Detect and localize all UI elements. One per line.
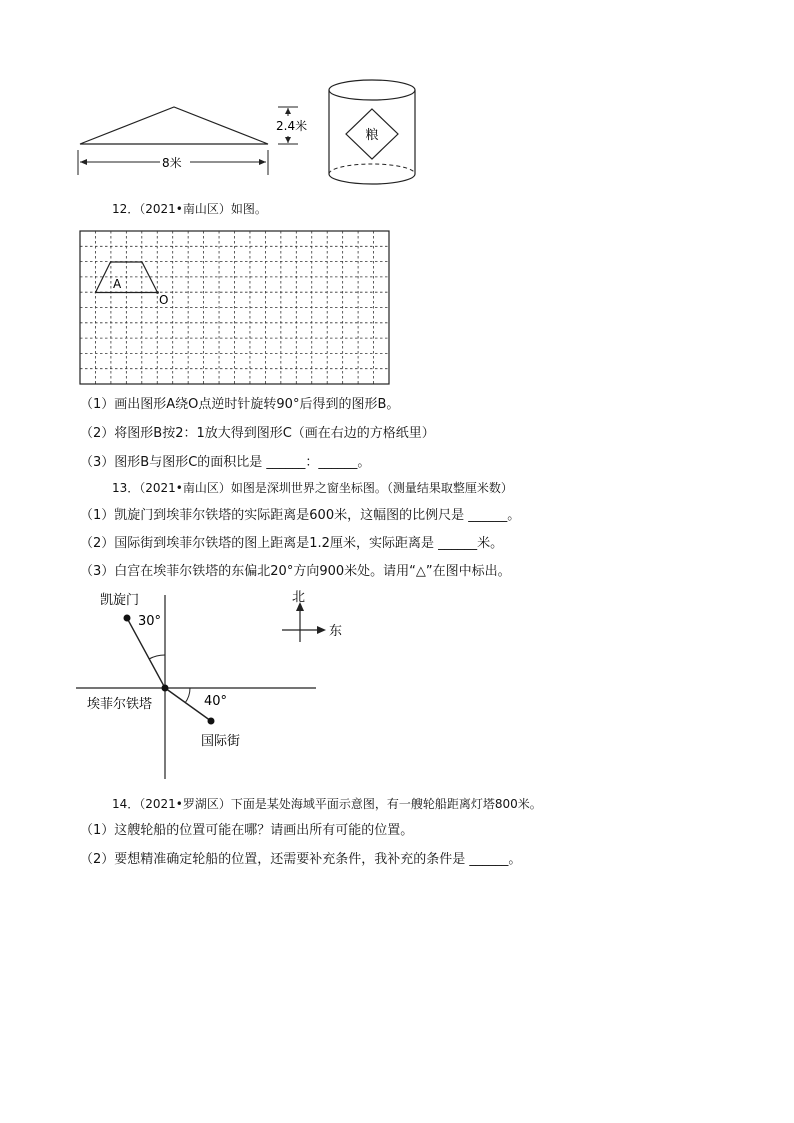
label-international-street: 国际街 — [201, 734, 241, 749]
q13-header: 13．（2021•南山区）如图是深圳世界之窗坐标图。（测量结果取整厘米数） — [112, 481, 513, 495]
label-eiffel-tower: 埃菲尔铁塔 — [87, 697, 153, 712]
q12-header: 12．（2021•南山区）如图。 — [112, 202, 267, 216]
q12-part-1: （1）画出图形A绕O点逆时针旋转90°后得到的图形B。 — [80, 397, 400, 412]
compass-north-label: 北 — [292, 590, 306, 605]
angle-arc-40 — [185, 688, 190, 703]
height-label: 2.4米 — [276, 119, 308, 133]
q14-part-2: （2）要想精准确定轮船的位置，还需要补充条件，我补充的条件是 ______。 — [80, 852, 522, 867]
compass-icon — [282, 602, 326, 642]
label-angle-40: 40° — [204, 694, 228, 709]
q14-part-1: （1）这艘轮船的位置可能在哪？请画出所有可能的位置。 — [80, 823, 414, 838]
compass-east-label: 东 — [329, 624, 343, 639]
point-eiffel-tower — [162, 685, 169, 692]
q13-part-2: （2）国际街到埃菲尔铁塔的图上距离是1.2厘米，实际距离是 ______米。 — [80, 536, 504, 551]
point-international-street — [208, 718, 215, 725]
grain-barrel-figure — [326, 76, 420, 188]
q13-part-1: （1）凯旋门到埃菲尔铁塔的实际距离是600米，这幅图的比例尺是 ______。 — [80, 508, 521, 523]
q12-grid-figure — [78, 229, 392, 387]
cone-pile-figure — [70, 100, 320, 180]
label-arc-de-triomphe: 凯旋门 — [100, 593, 140, 608]
q12-part-2: （2）将图形B按2：1放大得到图形C（画在右边的方格纸里） — [80, 426, 435, 441]
cone-cross-section — [80, 107, 268, 144]
q12-part-3: （3）图形B与图形C的面积比是 ______：______。 — [80, 455, 371, 470]
point-arc-de-triomphe — [124, 615, 131, 622]
q13-part-3: （3）白宫在埃菲尔铁塔的东偏北20°方向900米处。请用“△”在图中标出。 — [80, 564, 511, 579]
q14-header: 14．（2021•罗湖区）下面是某处海域平面示意图，有一艘轮船距离灯塔800米。 — [112, 797, 542, 811]
point-o-label: O — [159, 293, 169, 307]
label-angle-30: 30° — [138, 614, 162, 629]
shape-a-label: A — [113, 277, 122, 291]
base-length-label: 8米 — [162, 156, 182, 170]
q13-map-figure — [70, 585, 370, 785]
barrel-label: 粮 — [365, 128, 379, 143]
angle-arc-30 — [149, 655, 165, 659]
